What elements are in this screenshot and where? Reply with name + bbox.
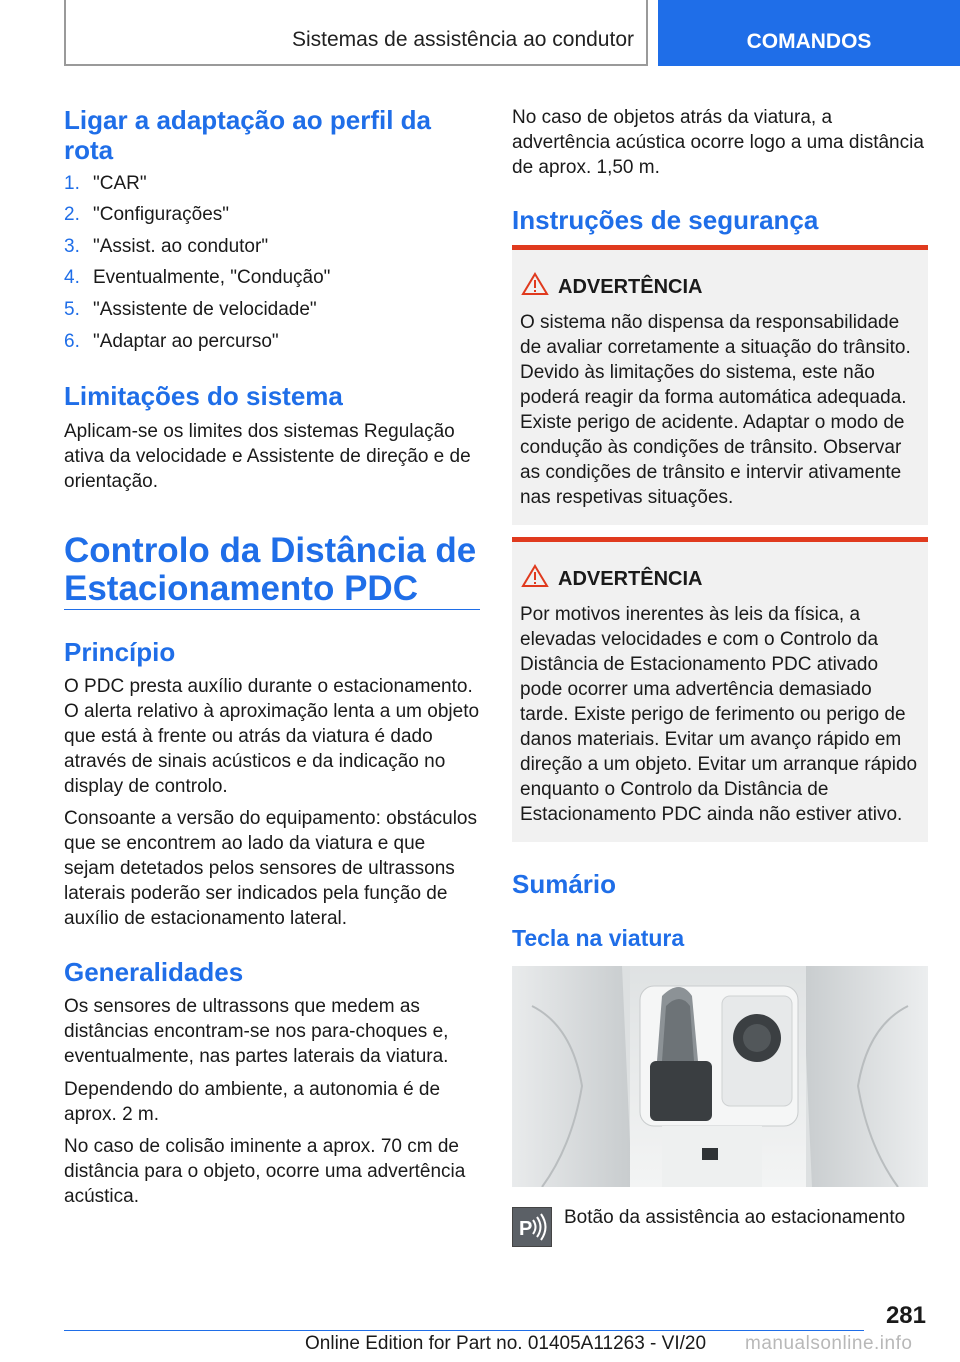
warning-triangle-icon [521, 564, 549, 588]
list-item [64, 265, 330, 290]
warning-title: ADVERTÊNCIA [558, 276, 703, 298]
svg-text:P: P [519, 1218, 533, 1240]
center-console-illustration [512, 966, 928, 1187]
warning-title: ADVERTÊNCIA [558, 568, 703, 590]
warning-text: O sistema não dispensa da responsabilidade de avaliar corretamente a situação do trânsito. Devido às limitações do sistema, este não poderá reagir da forma automática adequada. Existe perigo de acidente. Adaptar o modo de condução às condições de trânsito. Observar as condições de trânsito e intervir ativamente nas respetivas situações. [520, 312, 911, 508]
heading-general: Generalidades [64, 957, 244, 987]
header-section-title: Sistemas de assistência ao condutor [291, 28, 634, 51]
list-text: Eventualmente, "Condução" [93, 267, 331, 288]
list-item [64, 202, 229, 227]
heading-summary: Sumário [512, 869, 617, 899]
heading-underline [64, 609, 480, 610]
paragraph-limits: Aplicam-se os limites dos sistemas Regulação ativa da velocidade e Assistente de direção e de orientação. [64, 421, 471, 492]
header-tab-comandos[interactable]: COMANDOS [658, 0, 960, 66]
list-text: "Adaptar ao percurso" [93, 331, 279, 352]
list-number: 5. [64, 299, 80, 320]
button-caption: Botão da assistência ao estacionamento [564, 1207, 906, 1228]
paragraph-principle-1: O PDC presta auxílio durante o estacionamento. O alerta relativo à aproximação lenta a um objeto que está à frente ou atrás da viatura é dado através de sinais acústicos e da indicação no display de controlo. [64, 676, 480, 797]
parking-assist-button-icon [512, 1207, 552, 1247]
list-item [64, 234, 268, 259]
list-number: 2. [64, 204, 80, 225]
list-text: "Assistente de velocidade" [93, 299, 317, 320]
footer-rule [64, 1330, 864, 1331]
list-number: 3. [64, 236, 80, 257]
paragraph-general-1: Os sensores de ultrassons que medem as distâncias encontram-se nos para-choques e, eventualmente, nas partes laterais da viatura. [64, 996, 449, 1067]
page-number: 281 [885, 1302, 926, 1329]
list-item [64, 171, 147, 196]
list-text: "Assist. ao condutor" [93, 236, 269, 257]
header-frame [64, 0, 648, 66]
footer-edition: Online Edition for Part no. 01405A11263 - VI/20 [305, 1333, 707, 1354]
paragraph-general-3: No caso de colisão iminente a aprox. 70 cm de distância para o objeto, ocorre uma advertência acústica. [64, 1136, 466, 1207]
list-item [64, 297, 317, 322]
console-photo [512, 966, 928, 1187]
paragraph-general-2: Dependendo do ambiente, a autonomia é de aprox. 2 m. [64, 1079, 441, 1125]
heading-safety: Instruções de segurança [512, 205, 819, 235]
watermark: manualsonline.info [745, 1333, 913, 1354]
list-number: 6. [64, 331, 80, 352]
list-number: 1. [64, 173, 80, 194]
heading-pdc: Controlo da Distância de Estacionamento PDC [64, 531, 477, 608]
list-text: "CAR" [93, 173, 147, 194]
warning-box [512, 245, 928, 525]
list-number: 4. [64, 267, 80, 288]
pdc-symbol-icon [513, 1208, 551, 1246]
warning-triangle-icon [521, 272, 549, 296]
heading-principle: Princípio [64, 637, 176, 667]
list-item [64, 329, 279, 354]
paragraph-principle-2: Consoante a versão do equipamento: obstáculos que se encontrem ao lado da viatura e que sejam detetados pelos sensores de ultrassons laterais poderão ser indicados pela função de auxílio de estacionamento lateral. [64, 808, 477, 929]
paragraph-rear-warning: No caso de objetos atrás da viatura, a advertência acústica ocorre logo a uma distância de aprox. 1,50 m. [512, 107, 924, 178]
heading-system-limits: Limitações do sistema [64, 381, 343, 411]
heading-vehicle-button: Tecla na viatura [512, 925, 685, 951]
list-text: "Configurações" [93, 204, 230, 225]
warning-box [512, 537, 928, 842]
heading-route-adaptation: Ligar a adaptação ao perfil da rota [64, 105, 431, 165]
warning-text: Por motivos inerentes às leis da física, a elevadas velocidades e com o Controlo da Distância de Estacionamento PDC ativado pode ocorrer uma advertência demasiado tarde. Existe perigo de ferimento ou perigo de danos materiais. Evitar um avanço rápido em direção a um objeto. Evitar um arranque rápido enquanto o Controlo da Distância de Estacionamento PDC ainda não estiver ativo. [520, 604, 918, 825]
